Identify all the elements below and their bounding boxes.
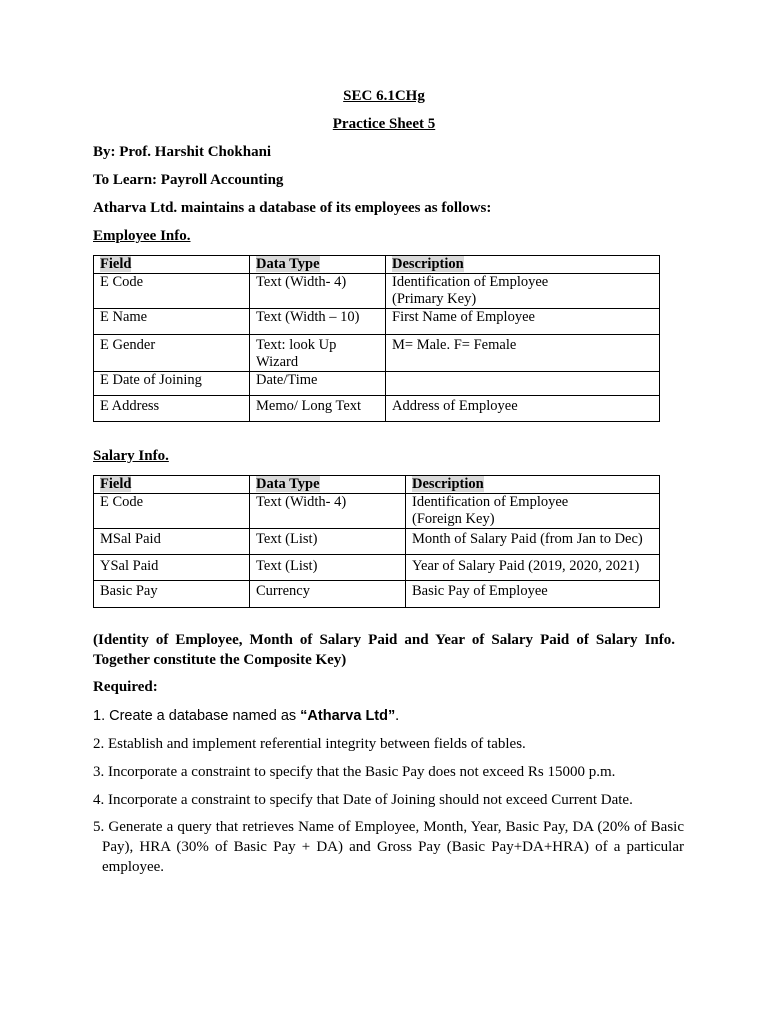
cell-description: Month of Salary Paid (from Jan to Dec) — [406, 529, 660, 555]
required-title: Required: — [93, 679, 158, 695]
table-row — [94, 529, 660, 555]
cell-field: Basic Pay — [94, 581, 250, 608]
table-row — [94, 555, 660, 581]
cell-data-type: Date/Time — [250, 372, 386, 396]
composite-key-note: (Identity of Employee, Month of Salary Paid and Year of Salary Paid of Salary Info. Together constitute the Composite Key) — [93, 632, 675, 668]
sheet-title: Practice Sheet 5 — [332, 116, 436, 132]
header-field: Field — [94, 476, 250, 494]
requirement-1-suffix: . — [395, 708, 399, 724]
requirement-1-prefix: 1. Create a database named as — [93, 708, 301, 724]
employee-info-table — [93, 255, 660, 422]
cell-description: Identification of Employee (Foreign Key) — [406, 494, 660, 529]
cell-field: E Code — [94, 274, 250, 309]
cell-data-type: Currency — [250, 581, 406, 608]
cell-description — [386, 372, 660, 396]
cell-description: Year of Salary Paid (2019, 2020, 2021) — [406, 555, 660, 581]
cell-data-type: Text (Width- 4) — [250, 274, 386, 309]
header-description: Description — [386, 256, 660, 274]
database-name: “Atharva Ltd” — [300, 708, 396, 724]
requirement-2: 2. Establish and implement referential integrity between fields of tables. — [93, 736, 526, 752]
cell-description: First Name of Employee — [386, 309, 660, 335]
table-row — [94, 309, 660, 335]
header-data-type: Data Type — [250, 256, 386, 274]
table-row — [94, 335, 660, 372]
table-header-row — [94, 476, 660, 494]
intro-line: Atharva Ltd. maintains a database of its employees as follows: — [93, 200, 492, 216]
requirement-3: 3. Incorporate a constraint to specify that the Basic Pay does not exceed Rs 15000 p.m. — [93, 764, 616, 780]
author-line: By: Prof. Harshit Chokhani — [93, 144, 272, 160]
requirement-1 — [93, 706, 675, 726]
table-row — [94, 494, 660, 529]
salary-info-title: Salary Info. — [93, 448, 169, 464]
requirement-4: 4. Incorporate a constraint to specify that Date of Joining should not exceed Current Date. — [93, 792, 633, 808]
cell-data-type: Text: look Up Wizard — [250, 335, 386, 372]
header-description: Description — [406, 476, 660, 494]
cell-description: M= Male. F= Female — [386, 335, 660, 372]
header-field: Field — [94, 256, 250, 274]
table-row — [94, 581, 660, 608]
table-header-row — [94, 256, 660, 274]
cell-description: Address of Employee — [386, 396, 660, 422]
requirement-5: 5. Generate a query that retrieves Name of Employee, Month, Year, Basic Pay, DA (20% of Basic Pay), HRA (30% of Basic Pay + DA) and Gross Pay (Basic Pay+DA+HRA) of a particular employee. — [93, 819, 684, 875]
course-code: SEC 6.1CHg — [343, 88, 425, 104]
cell-data-type: Text (Width- 4) — [250, 494, 406, 529]
table-row — [94, 396, 660, 422]
cell-description: Identification of Employee (Primary Key) — [386, 274, 660, 309]
cell-field: E Code — [94, 494, 250, 529]
cell-field: E Address — [94, 396, 250, 422]
table-row — [94, 274, 660, 309]
cell-field: E Date of Joining — [94, 372, 250, 396]
cell-data-type: Text (Width – 10) — [250, 309, 386, 335]
header-data-type: Data Type — [250, 476, 406, 494]
cell-data-type: Text (List) — [250, 555, 406, 581]
cell-data-type: Text (List) — [250, 529, 406, 555]
cell-field: E Name — [94, 309, 250, 335]
cell-description: Basic Pay of Employee — [406, 581, 660, 608]
cell-field: YSal Paid — [94, 555, 250, 581]
salary-info-table — [93, 475, 660, 608]
employee-info-title: Employee Info. — [93, 228, 191, 244]
cell-data-type: Memo/ Long Text — [250, 396, 386, 422]
cell-field: E Gender — [94, 335, 250, 372]
cell-field: MSal Paid — [94, 529, 250, 555]
table-row — [94, 372, 660, 396]
topic-line: To Learn: Payroll Accounting — [93, 172, 284, 188]
